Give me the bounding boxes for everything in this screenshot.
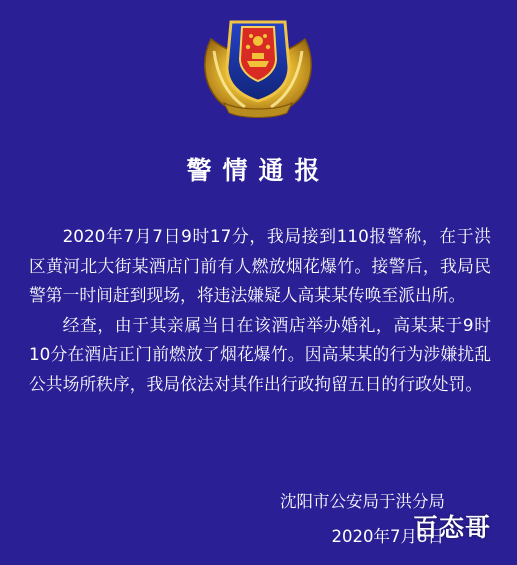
paragraph: 经查，由于其亲属当日在该酒店举办婚礼，高某某于9时10分在酒店正门前燃放了烟花爆竹。因高某某的行为涉嫌扰乱公共场所秩序，我局依法对其作出行政拘留五日的行政处罚。 [29, 314, 491, 394]
watermark: 百态哥 [397, 510, 507, 546]
notice-body [29, 222, 491, 399]
issuer: 沈阳市公安局于洪分局 [280, 492, 445, 511]
page-title: 警情通报 [186, 156, 331, 185]
police-emblem-icon [196, 9, 320, 119]
issue-date: 2020年7月8日 [331, 527, 444, 546]
paragraph: 2020年7月7日9时17分，我局接到110报警称，在于洪区黄河北大街某酒店门前有人燃放烟花爆竹。接警后，我局民警第一时间赶到现场，将违法嫌疑人高某某传唤至派出所。 [29, 226, 491, 305]
